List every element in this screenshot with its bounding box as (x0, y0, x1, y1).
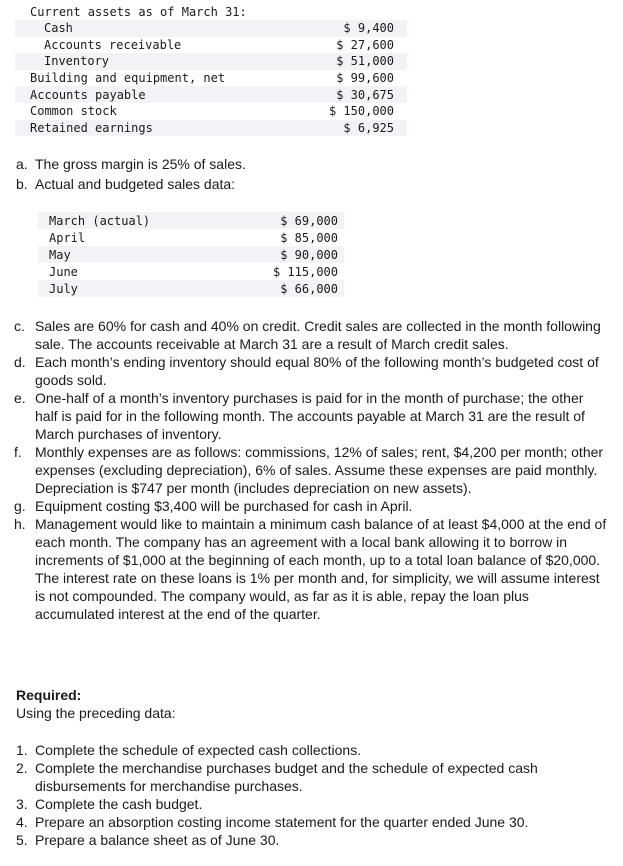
list-item (14, 443, 609, 497)
asset-row (15, 86, 407, 103)
item-marker: 5. (16, 832, 28, 848)
item-text: Management would like to maintain a minimum cash balance of at least $4,000 at the end of each month. The company has an agreement with a local bank allowing it to borrow in increments of $1,000 at the beginning of each month, up to a total loan balance of $20,000. The interest rate on these loans is 1% per month and, for simplicity, we will assume interest is not compounded. The company would, as far as it is able, repay the loan plus accumulated interest at the end of the quarter. (35, 516, 607, 622)
asset-value: $ 27,600 (336, 37, 394, 52)
asset-label: Building and equipment, net (30, 71, 226, 86)
sales-table (38, 212, 344, 297)
item-text: Monthly expenses are as follows: commissions, 12% of sales; rent, $4,200 per month; other expenses (excluding depreciation), 6% of sales. Assume these expenses are paid monthly. Depreciation is $747 per month (includes depreciation on new assets). (35, 444, 604, 496)
note-text: The gross margin is 25% of sales. (35, 156, 246, 172)
list-item (14, 353, 609, 389)
assumptions-list (14, 317, 609, 623)
asset-label: Common stock (30, 104, 117, 119)
item-marker: 4. (16, 814, 28, 830)
asset-value: $ 6,925 (343, 120, 394, 135)
list-item (14, 389, 609, 443)
list-item (14, 515, 609, 623)
asset-label: Accounts payable (30, 87, 146, 102)
asset-value: $ 30,675 (336, 87, 394, 102)
asset-label: Retained earnings (30, 120, 153, 135)
item-marker: 1. (16, 742, 28, 758)
note-marker: b. (16, 176, 28, 192)
asset-label: Accounts receivable (44, 37, 182, 52)
item-marker: c. (14, 318, 25, 334)
sales-month: July (49, 281, 78, 296)
list-item (14, 497, 609, 515)
item-marker: e. (14, 390, 26, 406)
item-text: Prepare an absorption costing income statement for the quarter ended June 30. (35, 814, 529, 830)
asset-value: $ 150,000 (328, 104, 394, 119)
list-item (16, 741, 611, 759)
note-text: Actual and budgeted sales data: (35, 176, 236, 192)
sales-row (38, 263, 344, 280)
sales-value: $ 90,000 (280, 247, 338, 262)
sales-month: April (49, 230, 86, 245)
required-subtext: Using the preceding data: (16, 705, 176, 721)
required-section (16, 686, 176, 722)
required-list (16, 741, 611, 849)
item-text: Complete the cash budget. (35, 796, 203, 812)
asset-value: $ 51,000 (336, 54, 394, 69)
sales-row (38, 280, 344, 297)
asset-row (15, 120, 407, 137)
item-marker: 2. (16, 760, 28, 776)
sales-month: March (actual) (49, 213, 151, 228)
item-marker: d. (14, 354, 26, 370)
note-a (16, 155, 246, 173)
asset-row (15, 53, 407, 70)
item-marker: 3. (16, 796, 28, 812)
item-text: Each month’s ending inventory should equal 80% of the following month’s budgeted cost of goods sold. (35, 354, 599, 388)
required-heading: Required: (16, 687, 82, 703)
sales-month: June (49, 264, 78, 279)
asset-row (15, 20, 407, 37)
asset-row (15, 70, 407, 87)
sales-value: $ 85,000 (280, 230, 338, 245)
sales-value: $ 115,000 (272, 264, 338, 279)
asset-label: Inventory (44, 54, 110, 69)
asset-row (15, 103, 407, 120)
item-marker: f. (14, 444, 22, 460)
sales-row (38, 229, 344, 246)
sales-row (38, 246, 344, 263)
list-item (14, 317, 609, 353)
assets-title: Current assets as of March 31: (30, 5, 247, 19)
item-text: Equipment costing $3,400 will be purchased for cash in April. (35, 498, 413, 514)
note-marker: a. (16, 156, 28, 172)
item-text: Complete the schedule of expected cash collections. (35, 742, 362, 758)
sales-month: May (49, 247, 71, 262)
list-item (16, 813, 611, 831)
list-item (16, 831, 611, 849)
item-text: Prepare a balance sheet as of June 30. (35, 832, 280, 848)
sales-value: $ 69,000 (280, 213, 338, 228)
asset-value: $ 9,400 (343, 21, 394, 36)
asset-row (15, 37, 407, 54)
item-text: One-half of a month’s inventory purchases is paid for in the month of purchase; the other half is paid for in the following month. The accounts payable at March 31 are the result of March purchases of inventory. (35, 390, 585, 442)
sales-row (38, 212, 344, 229)
assets-table (15, 20, 407, 136)
item-text: Sales are 60% for cash and 40% on credit. Credit sales are collected in the month following sale. The accounts receivable at March 31 are a result of March credit sales. (35, 318, 601, 352)
item-text: Complete the merchandise purchases budget and the schedule of expected cash disbursements for merchandise purchases. (35, 760, 538, 794)
asset-value: $ 99,600 (336, 71, 394, 86)
item-marker: g. (14, 498, 26, 514)
asset-label: Cash (44, 21, 73, 36)
item-marker: h. (14, 516, 26, 532)
note-b (16, 175, 235, 193)
list-item (16, 795, 611, 813)
list-item (16, 759, 611, 795)
sales-value: $ 66,000 (280, 281, 338, 296)
